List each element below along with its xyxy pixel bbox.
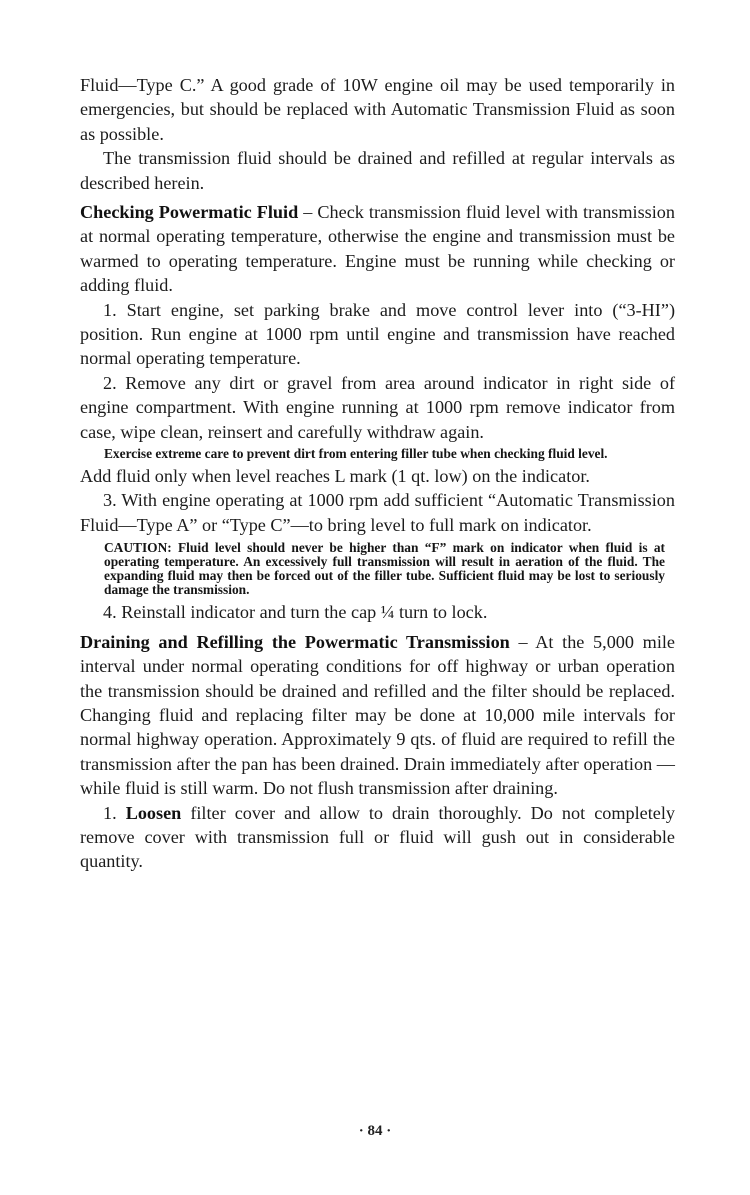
document-page [80, 73, 675, 874]
step-3: 3. With engine operating at 1000 rpm add sufficient “Automatic Transmission Fluid—Type A” or “Type C”—to bring level to full mark on indicator. [80, 490, 675, 535]
drain-step-1-keyword: Loosen [125, 802, 182, 823]
checking-body: – Check transmission fluid level with transmission at normal operating temperature, otherwise the engine and transmission must be warmed to operating temperature. Engine must be running while checking or adding fluid. [80, 202, 675, 296]
drain-step-1 [80, 801, 675, 874]
drain-step-1-body: filter cover and allow to drain thoroughly. Do not completely remove cover with transmission full or fluid will gush out in considerable quantity. [80, 802, 676, 872]
step-2: 2. Remove any dirt or gravel from area around indicator in right side of engine compartment. With engine running at 1000 rpm remove indicator from case, wipe clean, reinsert and carefully withdraw again. [80, 372, 675, 442]
paragraph-drain-intervals: The transmission fluid should be drained and refilled at regular intervals as described herein. [80, 148, 675, 193]
paragraph-fluid-type: Fluid—Type C.” A good grade of 10W engine oil may be used temporarily in emergencies, but should be replaced with Automatic Transmission Fluid as soon as possible. [80, 75, 675, 144]
draining-body: – At the 5,000 mile interval under normal operating conditions for off highway or urban operation the transmission should be drained and refilled and the filter should be replaced. Changing fluid and replacing filter may be done at 10,000 mile intervals for normal highway operation. Approximately 9 qts. of fluid are required to refill the transmission after the pan has been drained. Drain immediately after operation —while fluid is still warm. Do not flush transmission after draining. [80, 631, 676, 799]
section-checking-fluid [80, 200, 675, 298]
heading-checking-powermatic-fluid: Checking Powermatic Fluid [80, 202, 299, 223]
step-1: 1. Start engine, set parking brake and move control lever into (“3-HI”) position. Run engine at 1000 rpm until engine and transmission have reached normal operating temperature. [80, 299, 675, 369]
caution-note: CAUTION: Fluid level should never be higher than “F” mark on indicator when fluid is at operating temperature. An excessively full transmission will result in aeration of the fluid. The expanding fluid may then be forced out of the filler tube. Sufficient fluid may be lost to seriously damage the transmission. [104, 540, 665, 597]
step-4: 4. Reinstall indicator and turn the cap ¼ turn to lock. [103, 602, 488, 623]
section-draining-refilling [80, 630, 675, 801]
heading-draining-refilling: Draining and Refilling the Powermatic Transmission [80, 631, 510, 652]
note-prevent-dirt: Exercise extreme care to prevent dirt from entering filler tube when checking fluid level. [104, 446, 608, 462]
paragraph-add-fluid: Add fluid only when level reaches L mark (1 qt. low) on the indicator. [80, 465, 590, 486]
drain-step-1-number: 1. [103, 802, 126, 823]
page-number: · 84 · [358, 1123, 392, 1139]
